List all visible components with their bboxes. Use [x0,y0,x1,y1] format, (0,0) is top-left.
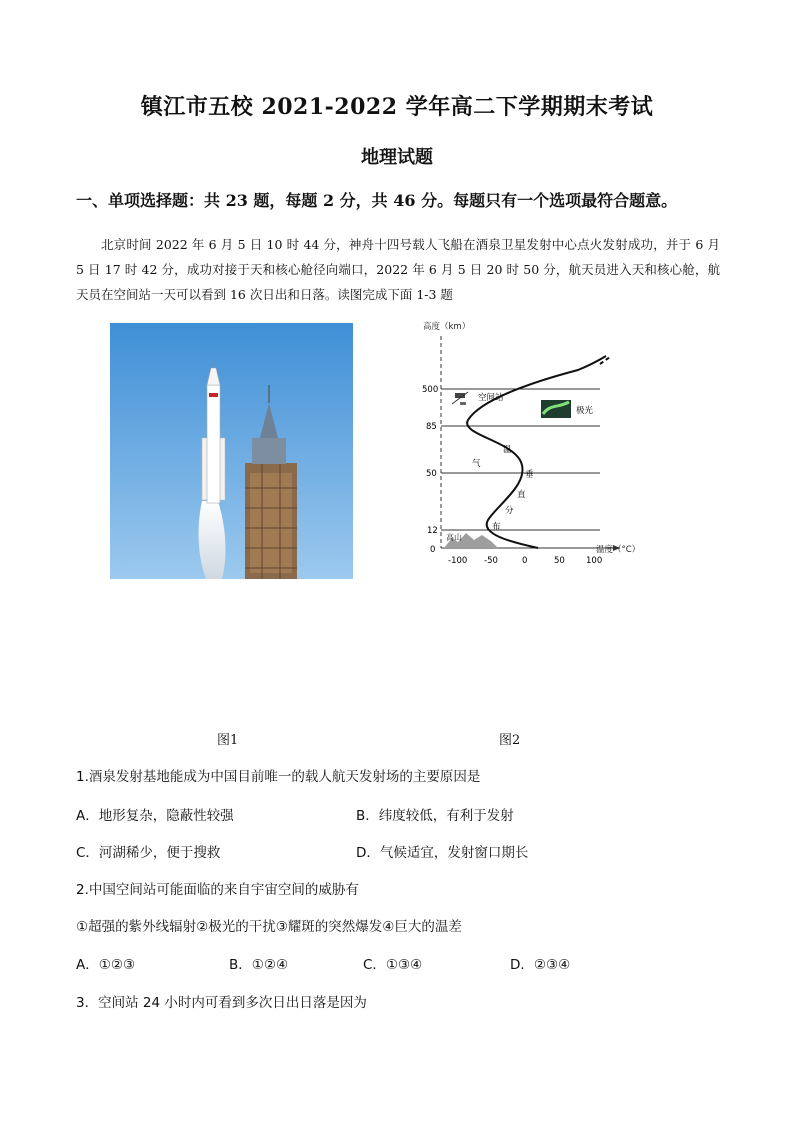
aurora-label: 极光 [576,406,594,416]
space-station-icon [452,392,468,405]
y-tick-label: 85 [426,422,437,432]
y-tick-label: 12 [427,526,438,536]
question-2-option-b: B．①②④ [229,957,289,973]
y-tick-label: 0 [430,545,436,555]
question-2-stem: 2.中国空间站可能面临的来自宇宙空间的威胁有 [76,882,359,898]
question-2-statements: ①超强的紫外线辐射②极光的干扰③耀斑的突然爆发④巨大的温差 [76,919,462,935]
temperature-curve [467,356,606,548]
curve-label: 气 [472,459,481,469]
question-1-option-c: C．河湖稀少，便于搜救 [76,845,221,861]
exam-title: 镇江市五校 2021-2022 学年高二下学期期末考试 [140,94,654,120]
aurora-image [541,400,571,418]
question-1-option-d: D．气候适宜，发射窗口期长 [356,845,529,861]
space-station-label: 空间站 [478,393,504,403]
question-1-stem: 1.酒泉发射基地能成为中国目前唯一的载人航天发射场的主要原因是 [76,769,481,785]
x-axis-label: 温度（°C） [596,545,640,555]
question-2-option-a: A．①②③ [76,957,136,973]
curve-label: 分 [505,506,514,516]
rocket-launch-image [110,323,353,579]
exam-subtitle: 地理试题 [361,147,433,168]
x-tick-label: 0 [522,556,528,566]
mountain-label: 高山 [446,533,462,542]
y-tick-label: 50 [426,469,437,479]
curve-label: 垂 [525,470,534,480]
x-tick-label: 50 [554,556,565,566]
x-tick-label: -100 [448,556,468,566]
curve-label: 直 [517,490,526,500]
question-3-stem: 3．空间站 24 小时内可看到多次日出日落是因为 [76,995,367,1011]
y-axis-label: 高度（km） [423,322,471,332]
reading-passage: 北京时间 2022 年 6 月 5 日 10 时 44 分，神舟十四号载人飞船在酒泉卫星发射中心点火发射成功，并于 6 月 5 日 17 时 42 分，成功对接于天和核心舱径向端口，2022 年 6 月 5 日 20 时 50 分，航天员进入天和核心舱，航天员在空间站一天可以看到 16 次日出和日落。读图完成下面 1-3 题 [76,237,720,302]
figure-2-caption: 图2 [499,733,521,748]
question-2-option-d: D．②③④ [510,957,571,973]
x-tick-label: 100 [586,556,603,566]
figure-1-caption: 图1 [217,733,239,748]
question-2-option-c: C．①③④ [363,957,423,973]
curve-label: 布 [492,522,501,532]
curve-label: 温 [503,445,512,455]
y-tick-label: 500 [422,385,439,395]
x-tick-label: -50 [484,556,498,566]
section-heading: 一、单项选择题：共 23 题，每题 2 分，共 46 分。每题只有一个选项最符合题意。 [76,191,678,210]
question-1-option-a: A．地形复杂，隐蔽性较强 [76,808,234,824]
atmosphere-temperature-diagram [400,316,640,566]
question-1-option-b: B．纬度较低，有利于发射 [356,808,514,824]
